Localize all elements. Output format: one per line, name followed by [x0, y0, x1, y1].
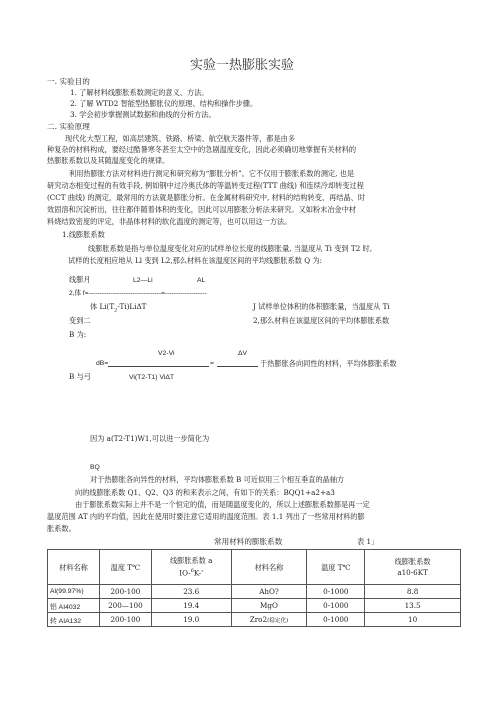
table-cell: 转 AIA132: [48, 613, 100, 627]
section-heading-principle: 二. 实验原理: [47, 122, 90, 131]
paragraph-line: 现代化大型工程，如高层建筑、铁路、桥梁、航空航天器件等，都是由多: [65, 134, 296, 143]
paragraph-line: 种复杂的材料构成，要经过酷暑寒冬甚至太空中的急剧温度变化，因此必须确切地掌握有关材料的: [47, 145, 357, 154]
paragraph-line: 对于热膨胀各向异性的材料，平均体膨胀系数 B 可近似用三个相互垂直的晶轴方: [90, 475, 345, 484]
formula-numerator: L2—Li: [133, 277, 153, 284]
column-header: 材料名称: [231, 550, 307, 585]
table-cell: Zro2(稳定化): [231, 613, 307, 627]
formula-denominator: 体 $Li(T_2-Ti)Li\Delta T$: [90, 302, 147, 314]
paragraph-line: 变到二: [69, 316, 91, 325]
paragraph-line: B 为:: [69, 330, 87, 339]
table-row: [48, 613, 461, 627]
paragraph-line: B 与弓: [69, 372, 91, 381]
formula-result: BQ: [90, 464, 100, 471]
fraction-bar: [108, 366, 209, 367]
formula-fraction-row: 2,体 f=---------------------------------=-------------------: [69, 290, 207, 297]
table-cell: 19.4: [151, 599, 231, 613]
paragraph-line: 线膨胀系数是指与单位温度变化对应的试样单位长度的线膨胀量, 当温度从 Ti 变到 T2 时,: [88, 244, 373, 253]
expansion-table: [47, 549, 461, 627]
section-heading-objectives: 一. 实验目的: [47, 77, 90, 86]
table-cell: 铝 AI4032: [48, 599, 100, 613]
table-cell: 200-100: [99, 613, 151, 627]
paragraph-line: 因为 a(T2-T1)W1,可以进一步简化为: [90, 434, 210, 443]
table-cell: 10: [365, 613, 461, 627]
table-cell: AhO?: [231, 585, 307, 599]
paragraph-line: J 试样单位体积的体积膨胀量，当温度从 Ti: [253, 302, 390, 311]
table-cell: 19.0: [151, 613, 231, 627]
table-cell: MgO: [231, 599, 307, 613]
column-header: 材料名称: [48, 550, 100, 585]
table-cell: 23.6: [151, 585, 231, 599]
column-header: 温度 T℃: [307, 550, 365, 585]
paragraph-line: 由于膨胀系数实际上并不是一个恒定的值，而是随温度变化的，所以上述膨胀系数都是再一定: [75, 500, 370, 509]
paragraph-line: 于热膨胀各向同性的材料，平均体膨胀系数: [260, 359, 397, 368]
subsection-heading: 1.线膨胀系数: [62, 230, 105, 239]
formula-numerator: V2-Vi: [158, 350, 175, 357]
table-cell: 0-1000: [307, 613, 365, 627]
paragraph-line: 研究动态相变过程的有效手段, 例如钢中过冷奥氏体的等温转变过程(TTT 曲线) 和连续冷却转变过程: [47, 181, 364, 190]
table-cell: 200—100: [99, 599, 151, 613]
paragraph-line: 效固溶和沉淀析出，往往都伴随着体积的变化，因此可以用膨胀分析法来研究。又如粉末冶金中材: [47, 205, 357, 214]
paragraph-line: 热膨胀系数以及其随温度变化的规律。: [47, 156, 170, 165]
formula-lhs: dB=: [96, 360, 109, 367]
table-cell: 200-100: [99, 585, 151, 599]
paragraph-line: 试样的长度相应地从 Ll 变到 L2,那么材料在该温度区间的平均线膨胀系数 Q 为:: [68, 256, 323, 265]
table-cell: 0-1000: [307, 585, 365, 599]
page-title: 实验一热膨胀实验: [190, 58, 295, 73]
table-header-row: [48, 550, 461, 585]
table-cell: 8.8: [365, 585, 461, 599]
paragraph-line: 向的线膨胀系数 Q1、Q2、Q3 的和来表示之间，有如下的关系：BQQ1+a2+a3: [75, 488, 335, 497]
column-header: 温度 T℃: [99, 550, 151, 585]
formula-delta: ΔV: [238, 350, 248, 357]
table-cell: 13.5: [365, 599, 461, 613]
fraction-bar: [217, 366, 258, 367]
formula-delta: AL: [197, 277, 206, 284]
paragraph-line: 利用热膨胀方法对材料进行测定和研究称为“膨胀分析”。它不仅用于膨胀系数的测定, 也是: [69, 169, 355, 178]
objective-item: 2. 了解 WTD2 智能型热膨胀仪的原理、结构和操作步骤。: [70, 99, 258, 108]
objective-item: 3. 学会初步掌握测试数据和曲线的分析方法。: [70, 110, 216, 119]
column-header: 线膨胀系数 a IO-$^6$K-': [151, 550, 231, 585]
paragraph-line: 胀系数。: [47, 524, 76, 533]
column-header: 线膨胀系数 a10-6KT: [365, 550, 461, 585]
paragraph-line: 2,那么材料在该温度区间的平均体膨胀系数: [253, 316, 390, 325]
formula-denominator: Vi(T2-T1) ViΔT: [129, 374, 175, 381]
paragraph-line: 温度范围 AT 内的平均值，因此在使用时要注意它适用的温度范围。表 1.1 列出了一些常用材料的膨: [47, 512, 365, 521]
paragraph-line: (CCT 曲线) 的测定，最常用的方法就是膨胀分析。在金属材料研究中, 材料的结构转变、再结晶、时: [47, 193, 366, 202]
table-cell: Al(99.97%): [48, 585, 100, 599]
table-cell: 0-1000: [307, 599, 365, 613]
table-row: [48, 585, 461, 599]
table-label: 表 1」: [357, 537, 379, 546]
objective-item: 1. 了解材料线膨胀系数测定的意义、方法。: [70, 88, 209, 97]
table-row: [48, 599, 461, 613]
table-caption: 常用材料的膨胀系数: [214, 537, 283, 546]
paragraph-line: 料烧结致密度的评定，非晶体材料的软化温度的测定等，也可以用这一方法。: [47, 217, 292, 226]
formula-label: 线膨月: [69, 275, 91, 284]
formula-eq: =: [210, 360, 214, 367]
